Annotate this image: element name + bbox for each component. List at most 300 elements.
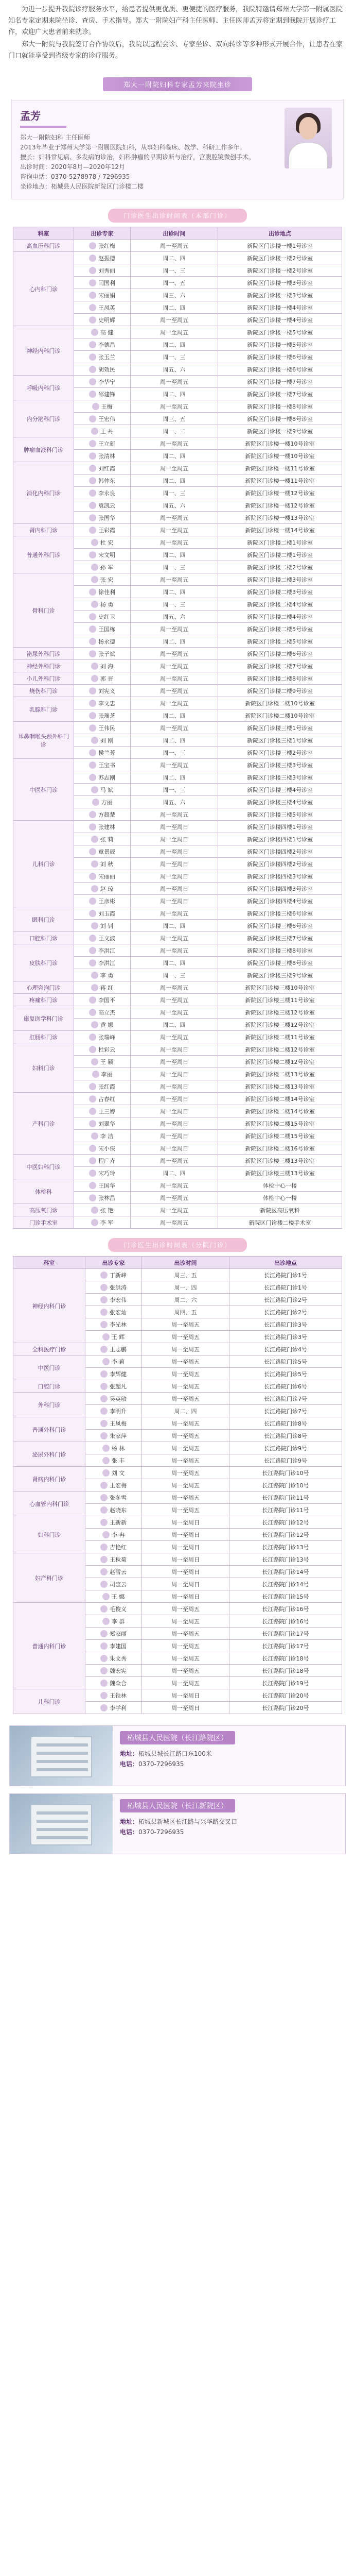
doctor-name: 王凤梅: [110, 1420, 127, 1427]
location-cell: 长江路院门诊18号: [229, 1665, 342, 1677]
table-row: [13, 1492, 342, 1504]
hospital-address: 柘城县城长江路口东100米: [138, 1750, 212, 1757]
doctor-photo-icon: [89, 465, 96, 472]
location-cell: 新院区门诊楼四楼1号诊室: [218, 821, 342, 833]
location-cell: 新院区门诊楼二楼15号诊室: [218, 1117, 342, 1130]
schedule-cell: 周一至周五: [131, 314, 218, 326]
doctor-name: 李 群: [111, 1618, 125, 1625]
doctor-name: 赵振德: [98, 255, 115, 262]
doctor-cell: [85, 1516, 142, 1529]
schedule-cell: 周一至周日: [142, 1553, 229, 1566]
location-cell: 长江路院门诊2号: [229, 1294, 342, 1306]
schedule-cell: 周一至周五: [131, 660, 218, 672]
doctor-cell: [74, 573, 131, 586]
doctor-cell: [74, 957, 131, 969]
dept-cell: 体检科: [13, 1179, 74, 1204]
location-cell: 新院区门诊楼一楼5号诊室: [218, 326, 342, 338]
doctor-cell: [74, 981, 131, 994]
doctor-cell: [85, 1417, 142, 1430]
dept-cell: 普通外科门诊: [13, 1417, 85, 1442]
schedule-cell: 周二、四: [131, 771, 218, 784]
profile-row: 咨询电话：0370-5278978 / 7296935: [20, 173, 130, 180]
doctor-name: 张玉兰: [98, 353, 115, 361]
doctor-cell: [74, 1068, 131, 1080]
location-cell: 新院区门诊楼一楼8号诊室: [218, 400, 342, 413]
dept-cell: 心内科门诊: [13, 252, 74, 326]
doctor-name: 杨 林: [111, 1445, 125, 1452]
doctor-photo-icon: [102, 1531, 110, 1538]
doctor-cell: [85, 1652, 142, 1665]
schedule-cell: 周一至周五: [142, 1504, 229, 1516]
doctor-name: 李华宁: [98, 378, 115, 385]
schedule-cell: 周一至周五: [131, 1006, 218, 1019]
doctor-name: 李 军: [100, 1219, 114, 1226]
location-cell: 长江路院门诊2号: [229, 1306, 342, 1318]
schedule-cell: 周一至周五: [142, 1492, 229, 1504]
schedule-cell: 周一至周五: [131, 722, 218, 734]
doctor-name: 刘玉霞: [98, 910, 115, 917]
doctor-cell: [85, 1578, 142, 1590]
table-row: [13, 697, 342, 709]
schedule-cell: 周一、四: [142, 1281, 229, 1294]
table-row: [13, 252, 342, 264]
doctor-name: 李洪江: [98, 947, 115, 954]
location-cell: 新院区门诊楼一楼8号诊室: [218, 413, 342, 425]
table-row: [13, 1516, 342, 1529]
schedule-cell: 周一至周五: [131, 648, 218, 660]
hospital-card: [9, 1793, 346, 1854]
doctor-photo-icon: [89, 996, 96, 1004]
column-header: 科室: [13, 1257, 85, 1269]
schedule-cell: 周二、四: [131, 709, 218, 722]
table-row: [13, 437, 342, 450]
schedule-cell: 周五、六: [131, 499, 218, 512]
doctor-name: 李文忠: [98, 700, 115, 707]
doctor-name: 吉艳红: [110, 1544, 127, 1551]
table-row: [13, 981, 342, 994]
doctor-name: 毛俊义: [110, 1605, 127, 1613]
location-cell: 新院区门诊楼二楼手术室: [218, 1216, 342, 1229]
table-row: [13, 685, 342, 697]
doctor-name: 魏宏宪: [110, 1667, 127, 1674]
doctor-cell: [85, 1566, 142, 1578]
doctor-photo-icon: [91, 428, 98, 435]
table-row: [13, 240, 342, 252]
doctor-name: 朱文秀: [110, 1655, 127, 1662]
table-row: [13, 1442, 342, 1454]
location-cell: 新院区门诊楼一楼13号诊室: [218, 512, 342, 524]
doctor-cell: [74, 1117, 131, 1130]
location-cell: 新院区门诊楼一楼10号诊室: [218, 450, 342, 462]
doctor-photo-icon: [89, 1009, 96, 1016]
schedule-cell: 周一至周日: [142, 1516, 229, 1529]
dept-cell: 产科门诊: [13, 1093, 74, 1155]
schedule-cell: 周一至周日: [131, 821, 218, 833]
column-header: 出诊地点: [218, 227, 342, 240]
doctor-cell: [85, 1628, 142, 1640]
location-cell: 新院区门诊楼四楼3号诊室: [218, 870, 342, 883]
schedule-cell: 周一、三: [131, 561, 218, 573]
doctor-photo-icon: [100, 1506, 108, 1514]
doctor-photo-icon: [100, 1667, 108, 1674]
location-cell: 长江路院门诊17号: [229, 1628, 342, 1640]
doctor-cell: [74, 536, 131, 549]
doctor-name: 丁新峰: [110, 1272, 127, 1279]
doctor-cell: [74, 425, 131, 437]
doctor-cell: [85, 1479, 142, 1492]
table-row: [13, 944, 342, 957]
doctor-cell: [74, 1093, 131, 1105]
schedule-cell: 周一至周五: [142, 1603, 229, 1615]
table-row: [13, 1155, 342, 1167]
intro-paragraph-2: 郑大一附院与我院签订合作协议后，我院以远程会诊、专家坐诊、双向转诊等多种形式开展合作，让患者在家门口就能享受到省级专家的诊疗服务。: [8, 41, 343, 60]
doctor-name: 李 洁: [100, 1132, 114, 1140]
schedule-cell: 周一至周五: [142, 1393, 229, 1405]
dept-cell: 皮肤科门诊: [13, 944, 74, 981]
schedule-cell: 周一至周五: [142, 1665, 229, 1677]
location-cell: 新院区门诊楼三楼13号诊室: [218, 1155, 342, 1167]
hospital-name: 柘城县人民医院（长江新院区）: [120, 1799, 235, 1812]
doctor-photo-icon: [89, 255, 96, 262]
dept-cell: 消化内科门诊: [13, 462, 74, 524]
doctor-cell: [74, 549, 131, 561]
doctor-photo-icon: [100, 1605, 108, 1613]
doctor-name: 张红梅: [98, 242, 115, 249]
dept-cell: 儿科门诊: [13, 821, 74, 907]
location-cell: 新院区门诊楼二楼14号诊室: [218, 1105, 342, 1117]
schedule-cell: 周一至周五: [131, 462, 218, 474]
location-cell: 长江路院门诊13号: [229, 1553, 342, 1566]
location-cell: 新院区门诊楼二楼2号诊室: [218, 561, 342, 573]
doctor-cell: [85, 1430, 142, 1442]
doctor-name: 郑家丽: [110, 1630, 127, 1637]
doctor-name: 胡效民: [98, 366, 115, 373]
doctor-photo-icon: [89, 749, 96, 756]
doctor-name: 张瑞峰: [98, 1033, 115, 1041]
schedule-cell: 周一至周五: [142, 1454, 229, 1467]
schedule-cell: 周一至周五: [142, 1467, 229, 1479]
dept-cell: 妇产科门诊: [13, 1553, 85, 1603]
schedule-cell: 周一、三: [131, 969, 218, 981]
doctor-photo-icon: [100, 1519, 108, 1526]
doctor-cell: [74, 821, 131, 833]
doctor-photo-icon: [100, 1568, 108, 1575]
doctor-cell: [85, 1467, 142, 1479]
location-cell: 新院区门诊楼三楼6号诊室: [218, 920, 342, 932]
location-cell: 新院区门诊楼三楼1号诊室: [218, 722, 342, 734]
schedule-cell: 周一至周五: [131, 1204, 218, 1216]
phone-label: 电话：: [120, 1828, 139, 1836]
doctor-photo-icon: [89, 341, 96, 348]
doctor-cell: [74, 1080, 131, 1093]
column-header: 出诊地点: [229, 1257, 342, 1269]
dept-cell: 内分泌科门诊: [13, 400, 74, 437]
schedule-cell: 周一至周五: [142, 1343, 229, 1355]
schedule-cell: 周一至周五: [131, 524, 218, 536]
doctor-cell: [74, 376, 131, 388]
doctor-photo-icon: [102, 1457, 110, 1464]
doctor-name: 李辉健: [110, 1370, 127, 1378]
doctor-cell: [74, 685, 131, 697]
location-cell: 长江路院门诊19号: [229, 1677, 342, 1689]
doctor-photo-icon: [102, 1469, 110, 1477]
doctor-photo-icon: [89, 873, 96, 880]
doctor-cell: [74, 870, 131, 883]
doctor-cell: [74, 883, 131, 895]
location-cell: 新院区门诊楼三楼12号诊室: [218, 1019, 342, 1031]
doctor-photo-icon: [89, 366, 96, 373]
location-cell: 长江路院门诊11号: [229, 1504, 342, 1516]
doctor-name: 王秋菊: [110, 1556, 127, 1563]
doctor-name: 王 丹: [100, 428, 114, 435]
schedule-cell: 周五、六: [131, 363, 218, 376]
doctor-name: 李国平: [98, 996, 115, 1004]
schedule-cell: 周一至周五: [131, 994, 218, 1006]
doctor-name: 张红霞: [98, 1083, 115, 1090]
location-cell: 长江路院门诊1号: [229, 1269, 342, 1281]
band-title: 郑大一附院妇科专家孟芳来院坐诊: [103, 77, 252, 91]
doctor-cell: [85, 1343, 142, 1355]
location-cell: 新院区门诊楼二楼13号诊室: [218, 1080, 342, 1093]
location-cell: 新院区门诊楼三楼1号诊室: [218, 734, 342, 747]
schedule-cell: 周一至周五: [131, 685, 218, 697]
location-cell: 新院区门诊楼一楼4号诊室: [218, 301, 342, 314]
table-row: [13, 660, 342, 672]
doctor-name: 杜 宏: [100, 539, 114, 546]
doctor-photo-icon: [100, 1556, 108, 1563]
doctor-photo-icon: [91, 1207, 98, 1214]
location-cell: 新院区门诊楼一楼2号诊室: [218, 264, 342, 277]
location-cell: 新院区门诊楼四楼4号诊室: [218, 895, 342, 907]
doctor-cell: [85, 1331, 142, 1343]
column-header: 出诊专家: [85, 1257, 142, 1269]
schedule-cell: 周一至周日: [131, 1105, 218, 1117]
doctor-name: 王立新: [98, 440, 115, 447]
location-cell: 体检中心一楼: [218, 1179, 342, 1192]
schedule-cell: 周一至周日: [142, 1566, 229, 1578]
doctor-cell: [74, 808, 131, 821]
schedule-cell: 周一至周日: [131, 858, 218, 870]
doctor-name: 刘红霞: [98, 465, 115, 472]
location-cell: 长江路院门诊4号: [229, 1343, 342, 1355]
doctor-name: 杨 勇: [100, 601, 114, 608]
doctor-name: 刘 海: [100, 663, 114, 670]
schedule-cell: 周一至周五: [142, 1479, 229, 1492]
doctor-name: 张冬雪: [110, 1494, 127, 1501]
doctor-name: 韩仲东: [98, 477, 115, 484]
location-cell: 长江路院门诊9号: [229, 1454, 342, 1467]
doctor-name: 赵雪云: [110, 1568, 127, 1575]
doctor-name: 王梅: [101, 403, 113, 410]
doctor-photo-icon: [89, 279, 96, 286]
doctor-name: 张国华: [98, 514, 115, 521]
schedule-cell: 周一至周日: [142, 1689, 229, 1702]
hospital-phone: 0370-7296935: [138, 1828, 184, 1836]
doctor-name: 马 斌: [100, 786, 114, 793]
table-row: [13, 821, 342, 833]
schedule-cell: 周一至周五: [131, 944, 218, 957]
doctor-cell: [85, 1615, 142, 1628]
location-cell: 新院区门诊楼二楼3号诊室: [218, 573, 342, 586]
doctor-cell: [74, 252, 131, 264]
doctor-name: 刘宪义: [98, 687, 115, 694]
dept-cell: 中医科门诊: [13, 759, 74, 821]
schedule-cell: 周二、四: [131, 1019, 218, 1031]
dept-cell: 外科门诊: [13, 1393, 85, 1417]
location-cell: 新院区门诊楼三楼5号诊室: [218, 808, 342, 821]
doctor-name: 李明升: [110, 1408, 127, 1415]
schedule-cell: 周一、三: [131, 351, 218, 363]
doctor-name: 王 娜: [111, 1593, 125, 1600]
table-row: [13, 1380, 342, 1393]
hospital-info: [9, 1725, 346, 1854]
schedule-cell: 周一至周五: [131, 907, 218, 920]
schedule-cell: 周一至周日: [142, 1702, 229, 1714]
table-row: [13, 1343, 342, 1355]
table-row: [13, 648, 342, 660]
doctor-cell: [74, 648, 131, 660]
hospital-address: 柘城县新城区长江路与兴华路交叉口: [138, 1818, 238, 1825]
location-cell: 新院区门诊楼二楼3号诊室: [218, 586, 342, 598]
location-cell: 新院区门诊楼一楼7号诊室: [218, 388, 342, 400]
doctor-photo-icon: [89, 378, 96, 385]
location-cell: 新院区门诊楼一楼4号诊室: [218, 314, 342, 326]
doctor-name: 李学利: [110, 1704, 127, 1711]
location-cell: 新院区门诊楼三楼8号诊室: [218, 957, 342, 969]
schedule-cell: 周一至周日: [142, 1541, 229, 1553]
doctor-cell: [74, 264, 131, 277]
table-row: [13, 1467, 342, 1479]
column-header: 科室: [13, 227, 74, 240]
location-cell: 新院区门诊楼一楼9号诊室: [218, 425, 342, 437]
doctor-cell: [85, 1702, 142, 1714]
doctor-cell: [74, 944, 131, 957]
location-cell: 体检中心一楼: [218, 1192, 342, 1204]
doctor-name: 杜彩云: [98, 1046, 115, 1053]
doctor-photo-icon: [91, 836, 98, 843]
schedule-cell: 周一、二: [131, 425, 218, 437]
schedule-cell: 周一、三: [131, 784, 218, 796]
dept-cell: 泌尿外科门诊: [13, 1442, 85, 1467]
doctor-name: 方超楚: [98, 811, 115, 818]
doctor-cell: [74, 1130, 131, 1142]
schedule-cell: 周一至周五: [131, 808, 218, 821]
table-row: [13, 1216, 342, 1229]
dept-cell: 乳腺科门诊: [13, 697, 74, 722]
schedule-cell: 周二、四: [131, 734, 218, 747]
doctor-cell: [74, 561, 131, 573]
table-row: [13, 376, 342, 388]
doctor-cell: [74, 314, 131, 326]
doctor-photo-icon: [89, 1120, 96, 1127]
schedule-cell: 周一至周日: [131, 1093, 218, 1105]
doctor-cell: [74, 437, 131, 450]
location-cell: 新院区门诊楼三楼7号诊室: [218, 932, 342, 944]
schedule-cell: 周一至周日: [131, 845, 218, 858]
location-cell: 新院区门诊楼三楼3号诊室: [218, 759, 342, 771]
doctor-cell: [74, 1179, 131, 1192]
schedule-cell: 周二、四: [131, 586, 218, 598]
doctor-name: 王国华: [98, 1182, 115, 1189]
doctor-cell: [74, 1192, 131, 1204]
dept-cell: 肾内科门诊: [13, 524, 74, 536]
doctor-photo-icon: [102, 1593, 110, 1600]
doctor-photo-icon: [89, 267, 96, 274]
doctor-cell: [74, 796, 131, 808]
doctor-cell: [74, 722, 131, 734]
doctor-cell: [85, 1368, 142, 1380]
table-row: [13, 1006, 342, 1019]
schedule-cell: 周二、四: [131, 338, 218, 351]
schedule-cell: 周一至周日: [131, 1068, 218, 1080]
doctor-cell: [74, 1043, 131, 1056]
location-cell: 新院区门诊楼三楼4号诊室: [218, 796, 342, 808]
hospital-card: [9, 1725, 346, 1786]
table-row: [13, 672, 342, 685]
schedule-cell: 周二、四: [131, 252, 218, 264]
schedule-cell: 周二、四: [131, 1167, 218, 1179]
column-header: 出诊时间: [131, 227, 218, 240]
doctor-photo-icon: [100, 1704, 108, 1711]
doctor-name: 孟芳: [20, 110, 41, 122]
dept-cell: 儿科门诊: [13, 1689, 85, 1714]
doctor-name: 王彩霞: [98, 527, 115, 534]
location-cell: 新院区门诊楼一楼7号诊室: [218, 376, 342, 388]
location-cell: 新院区门诊楼二楼11号诊室: [218, 1031, 342, 1043]
location-cell: 长江路院门诊3号: [229, 1331, 342, 1343]
doctor-name: 王文波: [98, 935, 115, 942]
doctor-name: 王彦彬: [98, 897, 115, 905]
location-cell: 长江路院门诊9号: [229, 1442, 342, 1454]
table-row: [13, 1355, 342, 1368]
schedule-cell: 周二、四: [131, 301, 218, 314]
doctor-photo-icon: [100, 1432, 108, 1439]
doctor-cell: [85, 1393, 142, 1405]
dept-cell: 眼科门诊: [13, 907, 74, 932]
table-row: [13, 907, 342, 920]
doctor-name: 王国栋: [98, 625, 115, 633]
doctor-photo-icon: [100, 1284, 108, 1291]
hospital-building-image: [10, 1726, 113, 1786]
schedule-cell: 周三、五: [142, 1269, 229, 1281]
schedule-cell: 周一、五: [131, 277, 218, 289]
intro-paragraph-1: 为进一步提升我院诊疗服务水平，给患者提供更优质、更便捷的医疗服务，我院特邀请郑州大学第一附属医院知名专家定期来院坐诊、查房、手术指导。郑大一附院妇产科主任医师、主任医师孟芳将定期到我院开展诊疗工作，欢迎广大患者前来就诊。: [8, 6, 343, 36]
location-cell: 新院区门诊楼一楼6号诊室: [218, 351, 342, 363]
schedule-cell: 周一至周五: [142, 1368, 229, 1380]
doctor-name: 刘翠华: [98, 1120, 115, 1127]
location-cell: 新院区门诊楼三楼8号诊室: [218, 944, 342, 957]
doctor-name: 张清林: [98, 452, 115, 460]
schedule-cell: 周一至周五: [142, 1430, 229, 1442]
doctor-cell: [74, 1056, 131, 1068]
doctor-photo-icon: [89, 1145, 96, 1152]
schedule-cell: 周一至周五: [131, 697, 218, 709]
doctor-name: 张 艳: [100, 1207, 114, 1214]
schedule-cell: 周一至周五: [131, 376, 218, 388]
doctor-name: 高立杰: [98, 1009, 115, 1016]
doctor-photo-icon: [100, 1346, 108, 1353]
table-row: [13, 1043, 342, 1056]
doctor-cell: [85, 1355, 142, 1368]
location-cell: 新院区门诊楼三楼9号诊室: [218, 969, 342, 981]
table-row: [13, 722, 342, 734]
doctor-photo-icon: [102, 1445, 110, 1452]
location-cell: 长江路院门诊7号: [229, 1405, 342, 1417]
table-row: [13, 1553, 342, 1566]
doctor-photo-icon: [91, 675, 98, 682]
doctor-cell: [74, 474, 131, 487]
doctor-cell: [74, 450, 131, 462]
